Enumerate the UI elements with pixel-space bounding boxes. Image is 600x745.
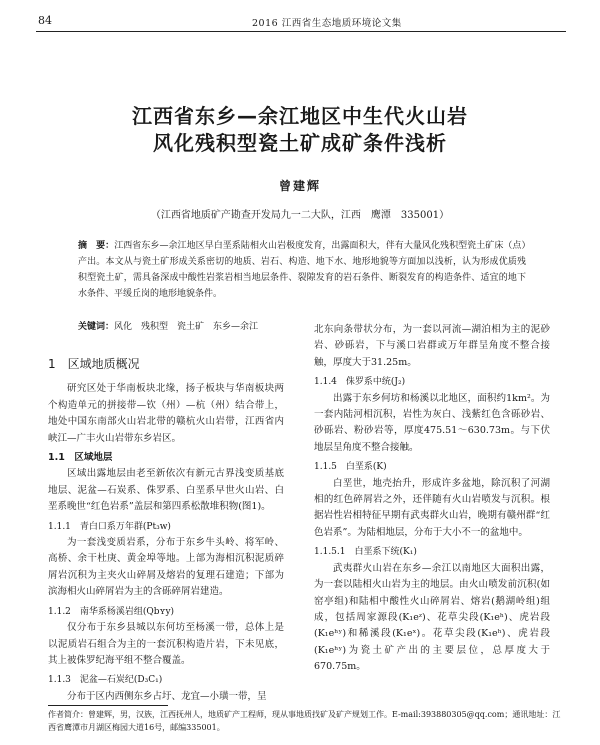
subsection-1-1-text: 区域出露地层由老至新依次有新元古界浅变质基底地层、泥盆—石炭系、侏罗系、白垩系早世火山岩、白垩系晚世“红色岩系”盖层和第四系松散堆积物(图1)。 xyxy=(48,468,284,513)
author-affiliation: （江西省地质矿产勘查开发局九一二大队，江西 鹰潭 335001） xyxy=(150,210,450,221)
abstract-text: 江西省东乡—余江地区早白垩系陆相火山岩极度发育，出露面积大，伴有大量风化残积型瓷土矿床（点）产出。本文从与瓷土矿形成关系密切的地质、岩石、构造、地下水、地形地貌等方面加以浅析，认为形成优质残积型瓷土矿，需具备深成中酸性岩浆岩相当地层条件、裂隙发育的岩石条件、断裂发育的构造条件、适宜的地下水条件、平缓丘岗的地形地貌条件。 xyxy=(78,241,526,299)
unit-1-1-3-text: 分布于区内西侧东乡占圩、龙宜—小璜一带，呈 xyxy=(67,690,267,702)
page-number: 84 xyxy=(38,14,52,27)
unit-1-1-5-1-text: 武夷群火山岩在东乡—余江以南地区大面积出露，为一套以陆相火山岩为主的地层。由火山喷发前沉积(如窑亭组)和陆相中酸性火山碎屑岩、熔岩(鹅湖岭组)组成，包括周家源段(K₁eᶻ)、花草尖段(K₁eʰ)、虎岩段(K₁eʰʸ)和稀溪段(K₁eˣ)。花草尖段(K₁eʰ)、虎岩段(K₁eʰʸ)为瓷土矿产出的主要层位，总厚度大于670.75m。 xyxy=(314,562,550,673)
unit-1-1-1-heading: 1.1.1 青白口系万年群(Pt₃w) xyxy=(48,521,171,532)
author-footnote: 作者简介：曾建辉，男，汉族，江西抚州人，地质矿产工程师，现从事地质找矿及矿产规划工作。E-mail:393880305@qq.com；通讯地址：江西省鹰潭市月湖区梅园大道16号，邮编335001。 xyxy=(48,710,561,732)
unit-1-1-2-text: 仅分布于东乡县城以东何坊至杨溪一带，总体上是以泥质岩石组合为主的一套沉积构造片岩，下未见底，其上被侏罗纪海平组不整合覆盖。 xyxy=(48,622,284,666)
running-title: 2016 江西省生态地质环境论文集 xyxy=(252,18,402,29)
unit-1-1-5-text: 白垩世，地壳抬升，形成许多盆地，除沉积了河湖相的红色碎屑岩之外，还伴随有火山岩喷发与沉积。根据岩性岩相特征早期有武夷群火山岩，晚期有赣州群“红色岩系”。为陆相地层，分布于大小不一的盆地中。 xyxy=(314,477,550,538)
left-column xyxy=(48,356,284,705)
author-name: 曾建辉 xyxy=(278,179,321,193)
unit-1-1-4-text: 出露于东乡何坊和杨溪以北地区，面积约1km²。为一套内陆河相沉积，岩性为灰白、浅紫红色含砾砂岩、砂砾岩、粉砂岩等，厚度475.51～630.73m。与下伏地层呈角度不整合接触。 xyxy=(314,392,550,453)
header-rule xyxy=(36,31,566,32)
article-title-line1: 江西省东乡—余江地区中生代火山岩 xyxy=(132,104,468,128)
continued-text: 北东向条带状分布，为一套以河流—湖泊相为主的泥砂岩、砂砾岩，下与溪口岩群或万年群呈角度不整合接触，厚度大于31.25m。 xyxy=(314,324,550,368)
unit-1-1-5-1-heading: 1.1.5.1 白垩系下统(K₁) xyxy=(314,547,417,558)
section-1-heading: 1 区域地质概况 xyxy=(48,357,140,371)
keywords-label: 关键词： xyxy=(78,322,115,332)
abstract xyxy=(78,238,526,302)
unit-1-1-1-text: 为一套浅变质岩系，分布于东乡牛头岭、将军岭、高桥、余干杜庚、黄金埠等地。上部为海相沉积泥质碎屑岩沉积为主夹火山碎屑及熔岩的复理石建造；下部为滨海相火山碎屑岩为主的含砾碎屑岩建造。 xyxy=(48,537,284,598)
keywords-text: 风化 残积型 瓷土矿 东乡—余江 xyxy=(114,322,259,332)
right-column xyxy=(314,322,550,676)
unit-1-1-3-heading: 1.1.3 泥盆—石炭纪(D₃C₁) xyxy=(48,675,163,686)
subsection-1-1-heading: 1.1 区域地层 xyxy=(48,452,113,464)
article-title-line2: 风化残积型瓷土矿成矿条件浅析 xyxy=(153,131,447,155)
abstract-label: 摘 要： xyxy=(78,241,115,251)
unit-1-1-4-heading: 1.1.4 侏罗系中统(J₂) xyxy=(314,377,406,388)
intro-paragraph: 研究区处于华南板块北缘，扬子板块与华南板块两个构造单元的拼接带—钦（州）—杭（州）结合带上，地处中国东南部火山岩北带的赣杭火山岩带，江西省内峡江—广丰火山岩带东乡岩区。 xyxy=(48,383,284,444)
footnote-rule xyxy=(48,705,168,706)
unit-1-1-2-heading: 1.1.2 南华系杨溪岩组(Qbʏy) xyxy=(48,606,175,617)
unit-1-1-5-heading: 1.1.5 白垩系(K) xyxy=(314,462,387,473)
